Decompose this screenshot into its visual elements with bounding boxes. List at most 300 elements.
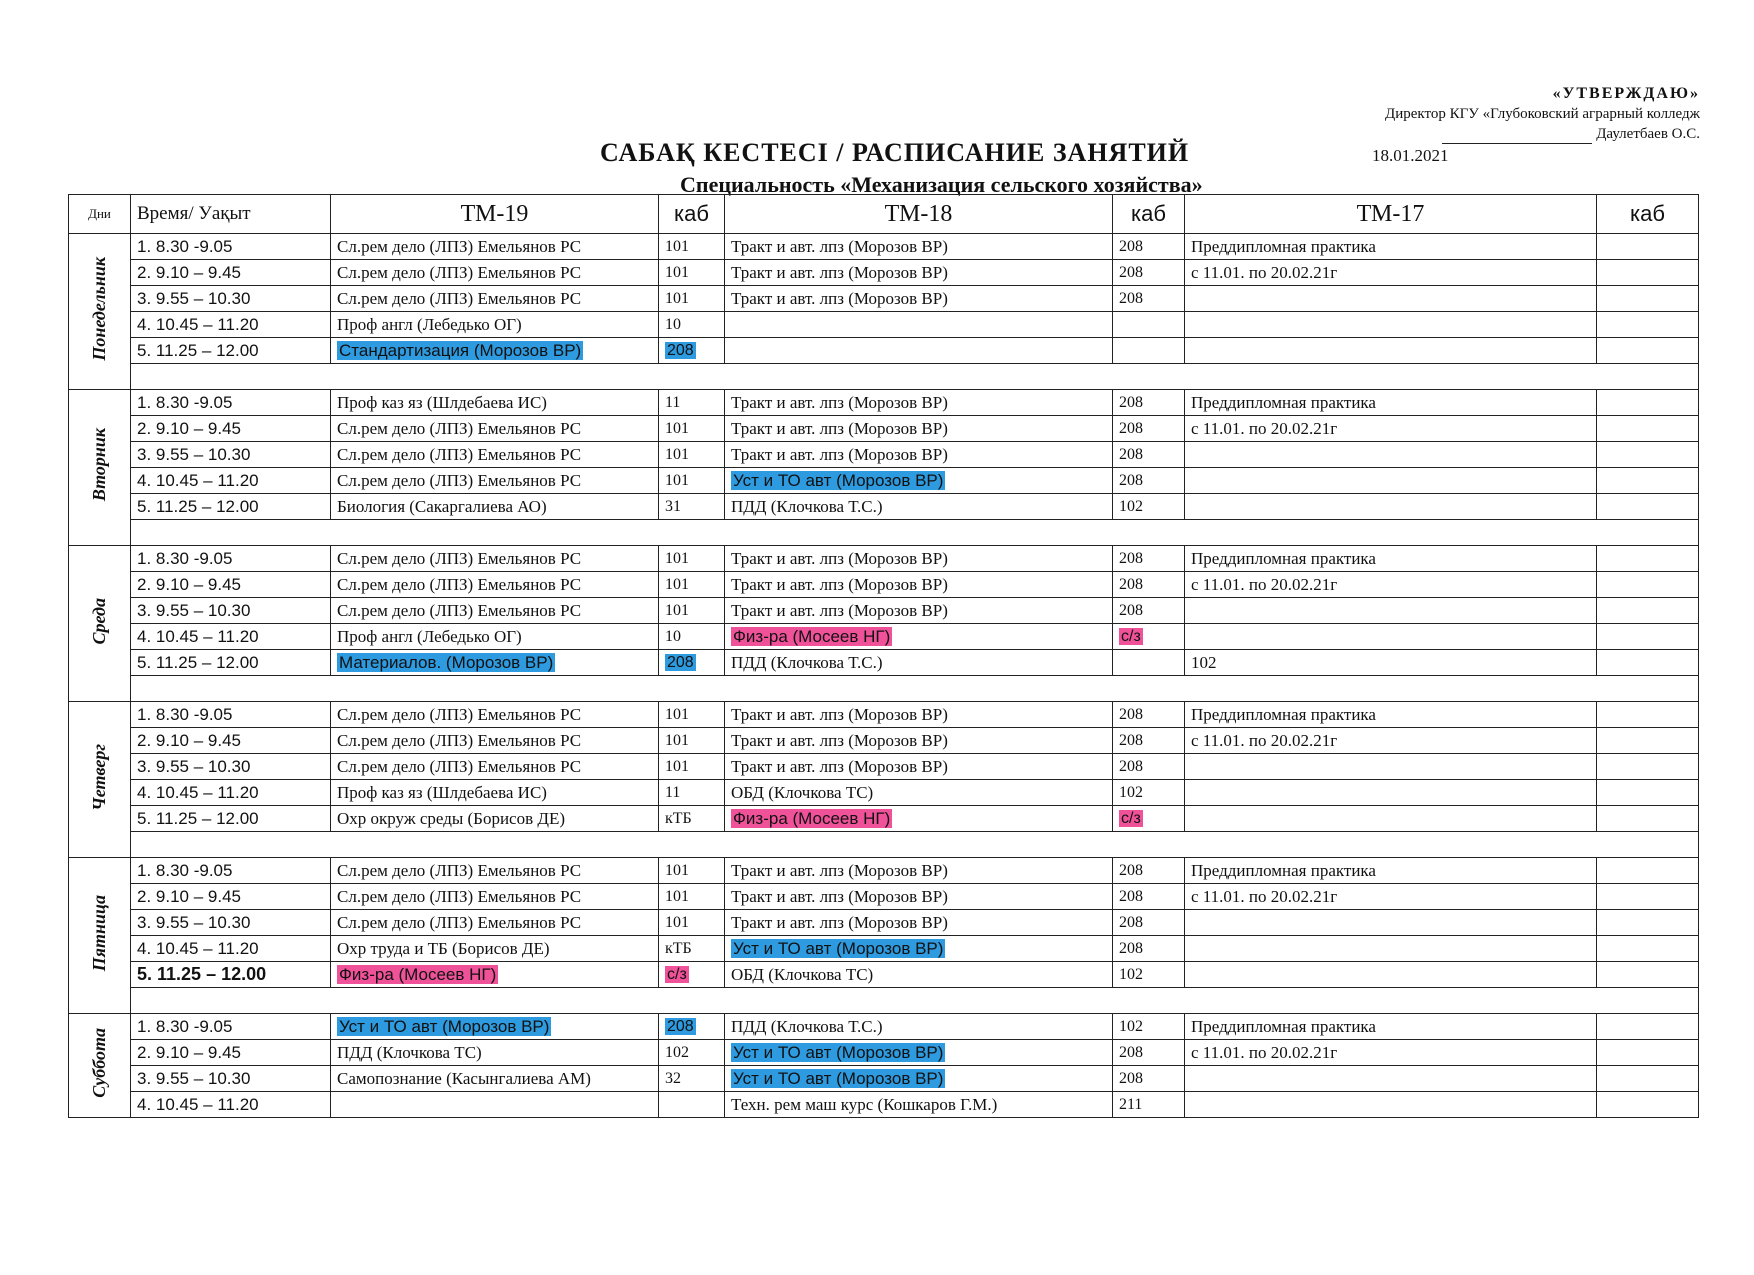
lesson-time xyxy=(131,598,331,624)
lesson-time-text: 3. 9.55 – 10.30 xyxy=(137,912,251,932)
tm19-subject xyxy=(331,780,659,806)
tm17-subject-text: с 11.01. по 20.02.21г xyxy=(1191,574,1338,594)
tm18-subject xyxy=(725,598,1113,624)
lesson-time-text: 2. 9.10 – 9.45 xyxy=(137,886,241,906)
tm19-room-text: 208 xyxy=(667,1017,694,1035)
tm18-subject-text: Тракт и авт. лпз (Морозов ВР) xyxy=(731,730,948,750)
tm19-subject-text: Сл.рем дело (ЛПЗ) Емельянов РС xyxy=(337,756,582,776)
tm17-room xyxy=(1597,1040,1699,1066)
tm18-room xyxy=(1113,338,1185,364)
tm19-room xyxy=(659,1014,725,1040)
table-row xyxy=(69,442,1699,468)
tm18-room xyxy=(1113,546,1185,572)
tm17-room xyxy=(1597,598,1699,624)
tm17-subject xyxy=(1185,910,1597,936)
header-room-1: каб xyxy=(659,195,725,234)
day-label-cell xyxy=(69,702,131,858)
tm19-subject-text: Сл.рем дело (ЛПЗ) Емельянов РС xyxy=(337,444,582,464)
day-separator xyxy=(131,520,1699,546)
tm18-room xyxy=(1113,468,1185,494)
tm18-room-text: 208 xyxy=(1119,393,1143,411)
tm19-subject xyxy=(331,494,659,520)
tm17-room xyxy=(1597,936,1699,962)
tm17-room xyxy=(1597,1066,1699,1092)
lesson-time xyxy=(131,858,331,884)
lesson-time xyxy=(131,390,331,416)
tm17-room xyxy=(1597,910,1699,936)
tm17-subject-text: с 11.01. по 20.02.21г xyxy=(1191,418,1338,438)
lesson-time-text: 5. 11.25 – 12.00 xyxy=(137,964,267,984)
lesson-time xyxy=(131,624,331,650)
lesson-time xyxy=(131,468,331,494)
table-row xyxy=(69,858,1699,884)
lesson-time xyxy=(131,494,331,520)
lesson-time xyxy=(131,754,331,780)
tm18-subject xyxy=(725,442,1113,468)
lesson-time-text: 2. 9.10 – 9.45 xyxy=(137,418,241,438)
header-tm19: ТМ-19 xyxy=(331,195,659,234)
tm18-room xyxy=(1113,286,1185,312)
header-tm17: ТМ-17 xyxy=(1185,195,1597,234)
tm17-subject xyxy=(1185,858,1597,884)
tm18-subject xyxy=(725,754,1113,780)
tm18-room xyxy=(1113,598,1185,624)
tm17-subject xyxy=(1185,260,1597,286)
tm19-room-text: 102 xyxy=(665,1043,689,1061)
tm19-subject-text: Проф англ (Лебедько ОГ) xyxy=(337,626,522,646)
tm19-room xyxy=(659,650,725,676)
tm17-room xyxy=(1597,468,1699,494)
tm17-subject xyxy=(1185,572,1597,598)
tm18-room-text: 208 xyxy=(1119,861,1143,879)
tm17-subject xyxy=(1185,806,1597,832)
tm18-subject-text: Физ-ра (Мосеев НГ) xyxy=(733,808,891,828)
table-row xyxy=(69,598,1699,624)
lesson-time xyxy=(131,1092,331,1118)
tm19-room-text: 101 xyxy=(665,549,689,567)
tm19-room xyxy=(659,780,725,806)
tm19-subject-text: Сл.рем дело (ЛПЗ) Емельянов РС xyxy=(337,470,582,490)
table-row xyxy=(69,468,1699,494)
tm19-room-text: 101 xyxy=(665,705,689,723)
tm19-subject xyxy=(331,884,659,910)
lesson-time xyxy=(131,780,331,806)
tm18-subject-text: Тракт и авт. лпз (Морозов ВР) xyxy=(731,704,948,724)
lesson-time xyxy=(131,1066,331,1092)
tm18-room xyxy=(1113,650,1185,676)
tm19-room-text: 101 xyxy=(665,471,689,489)
tm19-subject xyxy=(331,416,659,442)
tm17-room xyxy=(1597,702,1699,728)
tm18-subject xyxy=(725,546,1113,572)
tm17-room xyxy=(1597,962,1699,988)
tm19-room-text: 10 xyxy=(665,627,681,645)
tm18-room xyxy=(1113,442,1185,468)
day-label: Пятница xyxy=(89,894,109,972)
tm19-room xyxy=(659,806,725,832)
tm17-subject-text: Преддипломная практика xyxy=(1191,392,1376,412)
tm18-subject xyxy=(725,416,1113,442)
approval-name: Даулетбаев О.С. xyxy=(1596,126,1700,142)
lesson-time-text: 1. 8.30 -9.05 xyxy=(137,392,233,412)
tm18-subject-text: ПДД (Клочкова Т.С.) xyxy=(731,496,883,516)
tm18-room-text: с/з xyxy=(1121,627,1141,645)
day-separator-row xyxy=(69,676,1699,702)
tm18-subject xyxy=(725,286,1113,312)
day-separator xyxy=(131,832,1699,858)
tm18-room-text: 211 xyxy=(1119,1095,1143,1113)
tm18-subject xyxy=(725,1040,1113,1066)
tm19-subject-text: Сл.рем дело (ЛПЗ) Емельянов РС xyxy=(337,418,582,438)
tm17-subject-text: Преддипломная практика xyxy=(1191,860,1376,880)
tm18-room xyxy=(1113,572,1185,598)
tm19-room-text: кТБ xyxy=(665,939,692,957)
day-label-cell xyxy=(69,1014,131,1118)
approval-title: «УТВЕРЖДАЮ» xyxy=(1552,85,1700,102)
schedule-body xyxy=(69,234,1699,1118)
tm19-subject xyxy=(331,442,659,468)
tm19-subject xyxy=(331,260,659,286)
tm19-room xyxy=(659,1040,725,1066)
tm17-subject xyxy=(1185,494,1597,520)
tm17-room xyxy=(1597,754,1699,780)
tm18-room-text: 208 xyxy=(1119,1043,1143,1061)
tm18-room-text: 208 xyxy=(1119,289,1143,307)
tm19-room xyxy=(659,234,725,260)
tm19-subject-text: Проф каз яз (Шлдебаева ИС) xyxy=(337,782,547,802)
tm18-room-text: 208 xyxy=(1119,445,1143,463)
table-row xyxy=(69,962,1699,988)
tm19-subject-text: Физ-ра (Мосеев НГ) xyxy=(339,964,497,984)
tm19-subject xyxy=(331,1040,659,1066)
tm17-room xyxy=(1597,806,1699,832)
tm18-subject-text: Тракт и авт. лпз (Морозов ВР) xyxy=(731,886,948,906)
tm19-room-text: 101 xyxy=(665,861,689,879)
tm17-subject xyxy=(1185,728,1597,754)
tm19-room-text: с/з xyxy=(667,965,687,983)
tm17-subject xyxy=(1185,962,1597,988)
table-row xyxy=(69,936,1699,962)
table-row xyxy=(69,312,1699,338)
tm18-subject-text: Тракт и авт. лпз (Морозов ВР) xyxy=(731,912,948,932)
tm17-room xyxy=(1597,390,1699,416)
tm19-room xyxy=(659,624,725,650)
tm19-subject xyxy=(331,1066,659,1092)
tm17-room xyxy=(1597,234,1699,260)
tm17-subject xyxy=(1185,884,1597,910)
lesson-time-text: 4. 10.45 – 11.20 xyxy=(137,782,259,802)
tm18-room-text: 208 xyxy=(1119,887,1143,905)
tm18-room-text: 208 xyxy=(1119,471,1143,489)
header-time: Время/ Уақыт xyxy=(131,195,331,234)
tm18-subject xyxy=(725,936,1113,962)
tm18-subject xyxy=(725,260,1113,286)
tm17-room xyxy=(1597,858,1699,884)
tm18-subject-text: Тракт и авт. лпз (Морозов ВР) xyxy=(731,444,948,464)
tm17-room xyxy=(1597,312,1699,338)
lesson-time-text: 3. 9.55 – 10.30 xyxy=(137,1068,251,1088)
tm18-room-text: 102 xyxy=(1119,783,1143,801)
header-room-3: каб xyxy=(1597,195,1699,234)
tm19-room xyxy=(659,442,725,468)
tm19-subject xyxy=(331,546,659,572)
tm17-subject xyxy=(1185,624,1597,650)
approval-signature-line xyxy=(1290,124,1700,144)
tm19-room-text: 101 xyxy=(665,575,689,593)
tm18-subject xyxy=(725,468,1113,494)
tm19-subject xyxy=(331,806,659,832)
tm18-subject xyxy=(725,624,1113,650)
lesson-time xyxy=(131,1014,331,1040)
page-title: САБАҚ КЕСТЕСІ / РАСПИСАНИЕ ЗАНЯТИЙ xyxy=(600,138,1190,167)
day-label: Среда xyxy=(89,597,109,645)
tm19-room-text: 101 xyxy=(665,757,689,775)
tm17-subject xyxy=(1185,286,1597,312)
tm19-room xyxy=(659,598,725,624)
lesson-time-text: 3. 9.55 – 10.30 xyxy=(137,756,251,776)
day-label-cell xyxy=(69,234,131,390)
tm18-subject-text: ОБД (Клочкова ТС) xyxy=(731,964,874,984)
tm17-room xyxy=(1597,624,1699,650)
tm19-subject-text: Сл.рем дело (ЛПЗ) Емельянов РС xyxy=(337,860,582,880)
day-separator-row xyxy=(69,988,1699,1014)
day-label: Четверг xyxy=(89,743,109,811)
lesson-time-text: 5. 11.25 – 12.00 xyxy=(137,340,259,360)
tm19-subject xyxy=(331,702,659,728)
lesson-time xyxy=(131,546,331,572)
lesson-time xyxy=(131,884,331,910)
tm18-subject-text: Тракт и авт. лпз (Морозов ВР) xyxy=(731,860,948,880)
tm17-subject-text: Преддипломная практика xyxy=(1191,236,1376,256)
tm17-subject xyxy=(1185,442,1597,468)
tm18-room-text: 102 xyxy=(1119,1017,1143,1035)
page-subtitle: Специальность «Механизация сельского хозяйства» xyxy=(680,172,1203,197)
tm17-subject xyxy=(1185,1040,1597,1066)
tm19-subject-text: Уст и ТО авт (Морозов ВР) xyxy=(339,1016,550,1036)
table-row xyxy=(69,260,1699,286)
table-row xyxy=(69,1014,1699,1040)
tm19-subject xyxy=(331,312,659,338)
tm18-subject xyxy=(725,1014,1113,1040)
tm19-room-text: 32 xyxy=(665,1069,681,1087)
lesson-time-text: 4. 10.45 – 11.20 xyxy=(137,1094,259,1114)
tm19-subject xyxy=(331,962,659,988)
table-row xyxy=(69,884,1699,910)
tm19-subject xyxy=(331,1092,659,1118)
tm17-room xyxy=(1597,546,1699,572)
tm18-room xyxy=(1113,416,1185,442)
day-label-cell xyxy=(69,858,131,1014)
tm19-subject xyxy=(331,858,659,884)
tm19-room-text: 10 xyxy=(665,315,681,333)
lesson-time xyxy=(131,806,331,832)
tm19-room xyxy=(659,728,725,754)
tm17-subject-text: 102 xyxy=(1191,652,1217,672)
tm17-room xyxy=(1597,884,1699,910)
tm18-subject xyxy=(725,494,1113,520)
tm18-subject xyxy=(725,234,1113,260)
tm19-room-text: 11 xyxy=(665,393,681,411)
lesson-time-text: 1. 8.30 -9.05 xyxy=(137,1016,233,1036)
table-row xyxy=(69,728,1699,754)
tm18-subject-text: Тракт и авт. лпз (Морозов ВР) xyxy=(731,288,948,308)
lesson-time-text: 4. 10.45 – 11.20 xyxy=(137,314,259,334)
lesson-time xyxy=(131,338,331,364)
tm19-subject-text: Сл.рем дело (ЛПЗ) Емельянов РС xyxy=(337,886,582,906)
tm18-subject-text: ОБД (Клочкова ТС) xyxy=(731,782,874,802)
tm19-subject xyxy=(331,624,659,650)
tm18-subject-text: Уст и ТО авт (Морозов ВР) xyxy=(733,1068,944,1088)
tm19-subject-text: Сл.рем дело (ЛПЗ) Емельянов РС xyxy=(337,288,582,308)
tm19-subject xyxy=(331,650,659,676)
tm18-room-text: 208 xyxy=(1119,731,1143,749)
lesson-time xyxy=(131,728,331,754)
tm17-room xyxy=(1597,780,1699,806)
tm18-subject xyxy=(725,858,1113,884)
tm19-subject-text: Охр окруж среды (Борисов ДЕ) xyxy=(337,808,566,828)
tm19-subject-text: Биология (Сакаргалиева АО) xyxy=(337,496,547,516)
header-row xyxy=(69,195,1699,234)
tm18-room-text: 208 xyxy=(1119,549,1143,567)
tm18-subject-text: Тракт и авт. лпз (Морозов ВР) xyxy=(731,548,948,568)
lesson-time-text: 1. 8.30 -9.05 xyxy=(137,236,233,256)
day-label-cell xyxy=(69,390,131,546)
tm17-room xyxy=(1597,442,1699,468)
tm18-subject xyxy=(725,702,1113,728)
tm18-subject xyxy=(725,884,1113,910)
table-row xyxy=(69,286,1699,312)
tm18-subject xyxy=(725,572,1113,598)
tm18-subject-text: Тракт и авт. лпз (Морозов ВР) xyxy=(731,262,948,282)
lesson-time-text: 2. 9.10 – 9.45 xyxy=(137,262,241,282)
tm18-subject xyxy=(725,962,1113,988)
tm19-subject xyxy=(331,390,659,416)
tm19-subject xyxy=(331,286,659,312)
tm19-room-text: 101 xyxy=(665,237,689,255)
tm19-subject xyxy=(331,728,659,754)
lesson-time xyxy=(131,910,331,936)
day-separator xyxy=(131,676,1699,702)
lesson-time xyxy=(131,442,331,468)
lesson-time-text: 1. 8.30 -9.05 xyxy=(137,548,233,568)
lesson-time-text: 4. 10.45 – 11.20 xyxy=(137,626,259,646)
tm17-subject xyxy=(1185,416,1597,442)
tm17-room xyxy=(1597,1014,1699,1040)
tm18-subject xyxy=(725,390,1113,416)
table-row xyxy=(69,624,1699,650)
tm17-room xyxy=(1597,286,1699,312)
table-row xyxy=(69,416,1699,442)
tm17-subject xyxy=(1185,1066,1597,1092)
tm18-subject xyxy=(725,780,1113,806)
tm18-room xyxy=(1113,962,1185,988)
table-row xyxy=(69,754,1699,780)
tm18-subject xyxy=(725,312,1113,338)
lesson-time xyxy=(131,260,331,286)
tm18-room xyxy=(1113,702,1185,728)
tm18-subject xyxy=(725,650,1113,676)
tm17-room xyxy=(1597,494,1699,520)
tm17-room xyxy=(1597,338,1699,364)
tm18-room xyxy=(1113,780,1185,806)
tm18-room xyxy=(1113,1040,1185,1066)
lesson-time xyxy=(131,312,331,338)
lesson-time-text: 1. 8.30 -9.05 xyxy=(137,860,233,880)
tm18-room-text: 208 xyxy=(1119,913,1143,931)
tm18-room-text: 208 xyxy=(1119,575,1143,593)
tm18-room-text: 102 xyxy=(1119,965,1143,983)
tm17-subject xyxy=(1185,338,1597,364)
tm19-subject-text: Стандартизация (Морозов ВР) xyxy=(339,340,582,360)
header-day: Дни xyxy=(69,195,131,234)
table-row xyxy=(69,1092,1699,1118)
tm19-subject-text: Сл.рем дело (ЛПЗ) Емельянов РС xyxy=(337,730,582,750)
table-row xyxy=(69,1066,1699,1092)
table-row xyxy=(69,650,1699,676)
tm18-room xyxy=(1113,624,1185,650)
tm19-subject-text: Охр труда и ТБ (Борисов ДЕ) xyxy=(337,938,550,958)
tm19-room-text: 101 xyxy=(665,445,689,463)
day-separator xyxy=(131,364,1699,390)
lesson-time xyxy=(131,650,331,676)
tm17-subject xyxy=(1185,780,1597,806)
tm18-room xyxy=(1113,260,1185,286)
tm18-room xyxy=(1113,728,1185,754)
tm18-room-text: 208 xyxy=(1119,757,1143,775)
tm17-room xyxy=(1597,650,1699,676)
tm18-subject-text: Физ-ра (Мосеев НГ) xyxy=(733,626,891,646)
tm17-room xyxy=(1597,416,1699,442)
tm18-room-text: 102 xyxy=(1119,497,1143,515)
tm18-room-text: 208 xyxy=(1119,263,1143,281)
tm19-subject-text: Сл.рем дело (ЛПЗ) Емельянов РС xyxy=(337,262,582,282)
tm19-subject-text: Сл.рем дело (ЛПЗ) Емельянов РС xyxy=(337,548,582,568)
lesson-time xyxy=(131,572,331,598)
tm19-room xyxy=(659,702,725,728)
tm19-room xyxy=(659,312,725,338)
tm18-subject-text: Уст и ТО авт (Морозов ВР) xyxy=(733,938,944,958)
tm17-room xyxy=(1597,260,1699,286)
tm18-room xyxy=(1113,234,1185,260)
tm18-subject-text: Тракт и авт. лпз (Морозов ВР) xyxy=(731,600,948,620)
table-row xyxy=(69,234,1699,260)
table-row xyxy=(69,702,1699,728)
tm19-room xyxy=(659,1092,725,1118)
tm19-room xyxy=(659,468,725,494)
lesson-time xyxy=(131,1040,331,1066)
tm18-room xyxy=(1113,858,1185,884)
table-row xyxy=(69,910,1699,936)
table-row xyxy=(69,572,1699,598)
lesson-time-text: 4. 10.45 – 11.20 xyxy=(137,938,259,958)
tm17-subject xyxy=(1185,936,1597,962)
tm19-room xyxy=(659,390,725,416)
day-separator-row xyxy=(69,832,1699,858)
tm19-room xyxy=(659,1066,725,1092)
day-separator xyxy=(131,988,1699,1014)
tm18-subject xyxy=(725,1066,1113,1092)
tm17-subject xyxy=(1185,468,1597,494)
tm19-subject-text: ПДД (Клочкова ТС) xyxy=(337,1042,482,1062)
tm19-subject xyxy=(331,572,659,598)
tm19-room xyxy=(659,286,725,312)
lesson-time-text: 2. 9.10 – 9.45 xyxy=(137,574,241,594)
tm18-room-text: 208 xyxy=(1119,419,1143,437)
table-row xyxy=(69,806,1699,832)
tm19-subject-text: Материалов. (Морозов ВР) xyxy=(339,652,554,672)
tm18-room xyxy=(1113,1092,1185,1118)
tm19-room xyxy=(659,858,725,884)
